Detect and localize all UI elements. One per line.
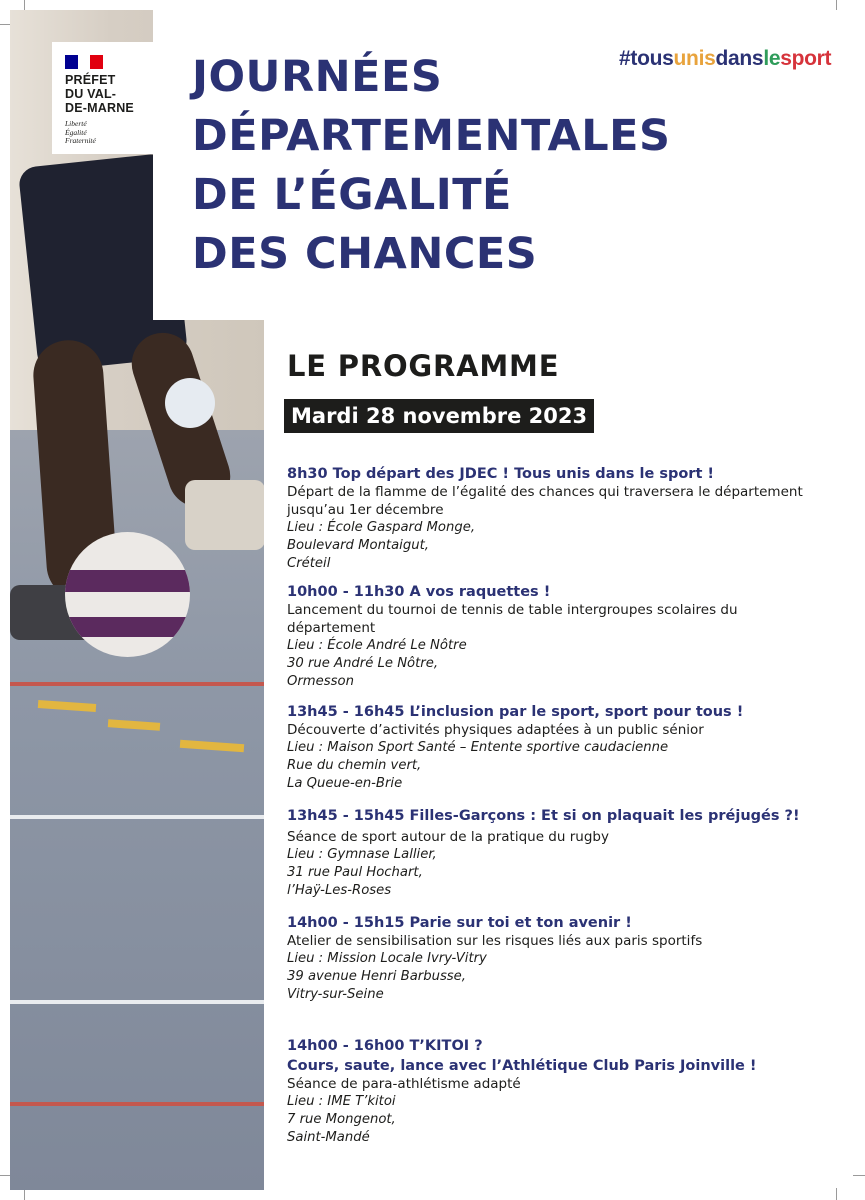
event-item: [287, 1037, 847, 1147]
event-item: [287, 807, 847, 900]
event-description: Séance de sport autour de la pratique du rugby: [287, 829, 609, 845]
event-address: 31 rue Paul Hochart,: [287, 865, 423, 880]
event-heading: 10h00 - 11h30 A vos raquettes !: [287, 584, 551, 600]
hashtag-part: le: [763, 47, 781, 70]
event-address: Créteil: [287, 556, 331, 571]
event-heading: 8h30 Top départ des JDEC ! Tous unis dans le sport !: [287, 466, 715, 482]
crop-mark: [853, 1175, 865, 1176]
event-description: Atelier de sensibilisation sur les risques liés aux paris sportifs: [287, 933, 703, 949]
hashtag-part: #tous: [619, 47, 674, 70]
court-line: [10, 815, 264, 819]
event-heading: 14h00 - 16h00 T’KITOI ?: [287, 1038, 483, 1054]
event-address: Lieu : École André Le Nôtre: [287, 638, 467, 653]
date-badge: Mardi 28 novembre 2023: [284, 399, 594, 433]
event-address: Boulevard Montaigut,: [287, 538, 429, 553]
hashtag-part: sport: [780, 47, 832, 70]
event-address: Saint-Mandé: [287, 1130, 370, 1145]
page-title: JOURNÉES DÉPARTEMENTALES DE L’ÉGALITÉ DES CHANCES: [192, 52, 671, 279]
event-address: Vitry-sur-Seine: [287, 987, 384, 1002]
event-address: 7 rue Mongenot,: [287, 1112, 396, 1127]
event-address: Lieu : IME T’kitoi: [287, 1094, 396, 1109]
event-description: jusqu’au 1er décembre: [287, 502, 444, 518]
event-heading: 14h00 - 15h15 Parie sur toi et ton avenir !: [287, 915, 632, 931]
event-address: 30 rue André Le Nôtre,: [287, 656, 439, 671]
court-line: [10, 1000, 264, 1004]
event-item: [287, 583, 847, 691]
event-address: Ormesson: [287, 674, 354, 689]
football: [65, 532, 190, 657]
hashtag-part: unis: [673, 47, 716, 70]
event-address: Lieu : École Gaspard Monge,: [287, 520, 476, 535]
event-address: Lieu : Maison Sport Santé – Entente sportive caudacienne: [287, 740, 669, 755]
player-shoe: [185, 480, 264, 550]
hashtag-part: dans: [715, 47, 764, 70]
marianne-flag-icon: [65, 55, 103, 69]
event-item: [287, 703, 847, 793]
event-address: 39 avenue Henri Barbusse,: [287, 969, 466, 984]
event-address: Lieu : Gymnase Lallier,: [287, 847, 437, 862]
logo-motto: Liberté Égalité Fraternité: [65, 119, 96, 145]
event-heading: 13h45 - 16h45 L’inclusion par le sport, sport pour tous !: [287, 704, 744, 720]
event-description: département: [287, 620, 376, 636]
court-line: [10, 682, 264, 686]
event-address: Lieu : Mission Locale Ivry-Vitry: [287, 951, 487, 966]
event-item: [287, 465, 847, 573]
event-description: Lancement du tournoi de tennis de table intergroupes scolaires du: [287, 602, 738, 618]
event-description: Séance de para-athlétisme adapté: [287, 1076, 521, 1092]
event-address: La Queue-en-Brie: [287, 776, 403, 791]
hashtag: [619, 47, 831, 71]
prefecture-logo: [52, 42, 153, 154]
event-description: Départ de la flamme de l’égalité des chances qui traversera le département: [287, 484, 803, 500]
programme-title: LE PROGRAMME: [287, 349, 560, 383]
event-description: Découverte d’activités physiques adaptées à un public sénior: [287, 722, 704, 738]
event-address: l’Haÿ-Les-Roses: [287, 883, 392, 898]
logo-name: PRÉFET DU VAL- DE-MARNE: [65, 73, 134, 115]
event-heading: Cours, saute, lance avec l’Athlétique Club Paris Joinville !: [287, 1058, 757, 1074]
event-heading: 13h45 - 15h45 Filles-Garçons : Et si on plaquait les préjugés ?!: [287, 808, 800, 824]
background-ball: [165, 378, 215, 428]
court-line: [10, 1102, 264, 1106]
event-address: Rue du chemin vert,: [287, 758, 422, 773]
crop-mark: [836, 1188, 837, 1200]
event-item: [287, 914, 847, 1004]
